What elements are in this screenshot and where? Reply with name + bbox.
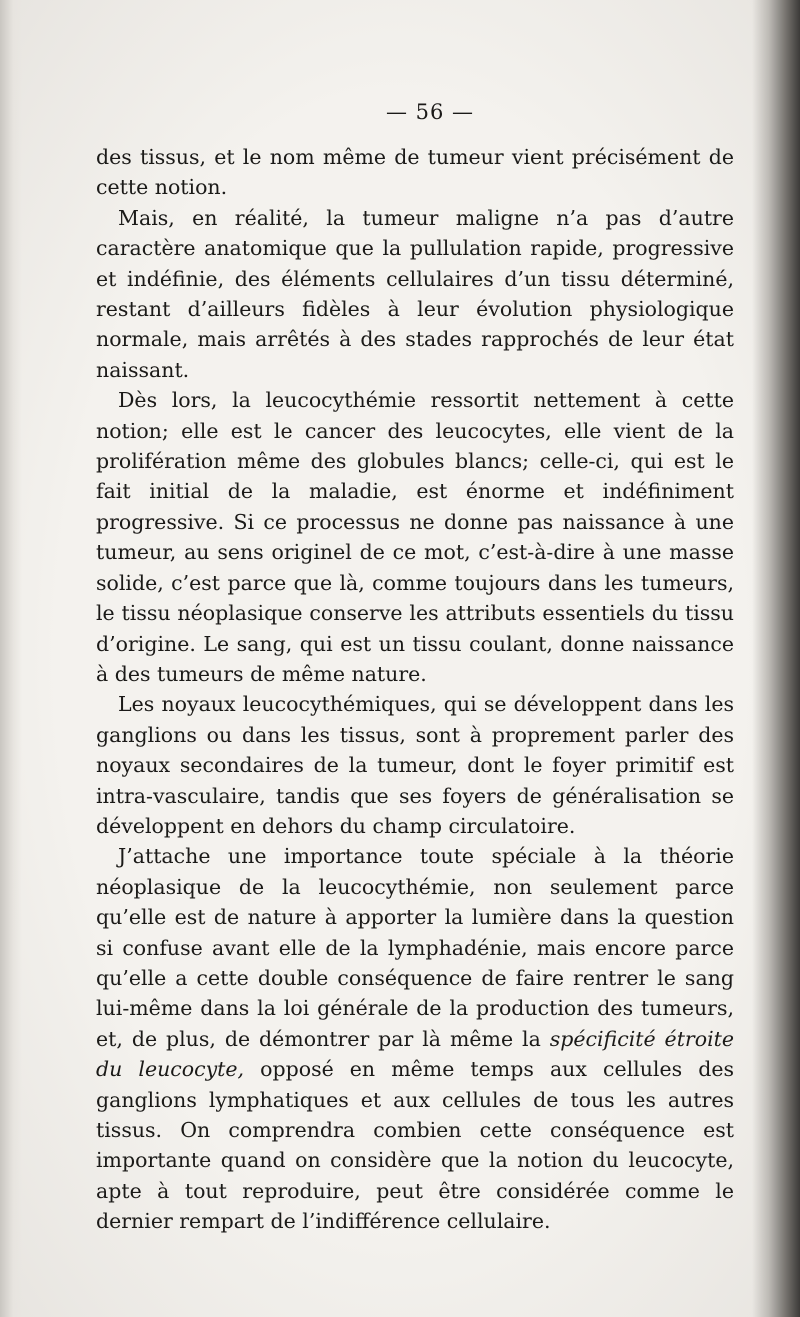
- book-spine-shadow: [752, 0, 800, 1317]
- text-block: [96, 98, 734, 1237]
- paragraph-text: Dès lors, la leucocythémie ressortit nettement à cette notion; elle est le cancer des leucocytes, elle vient de la prolifération même des globules blancs; celle-ci, qui est le fait initial de la maladie, est énorme et indéfiniment progressive. Si ce processus ne donne pas naissance à une tumeur, au sens originel de ce mot, c’est-à-dire à une masse solide, c’est parce que là, comme toujours dans les tumeurs, le tissu néoplasique conserve les attributs essentiels du tissu d’origine. Le sang, qui est un tissu coulant, donne naissance à des tumeurs de même nature.: [96, 388, 734, 686]
- paragraph-text: opposé en même temps aux cellules des ganglions lymphatiques et aux cellules de tous les autres tissus. On comprendra combien cette conséquence est importante quand on considère que la notion du leucocyte, apte à tout reproduire, peut être considérée comme le dernier rempart de l’indifférence cellulaire.: [96, 1057, 734, 1234]
- italic-phrase: spécificité étroite du leucocyte,: [96, 1026, 734, 1082]
- paragraph: [96, 385, 734, 689]
- page-number: — 56 —: [385, 100, 475, 124]
- paragraph: [96, 689, 734, 841]
- page-left-edge-shadow: [0, 0, 22, 1317]
- paragraph: [96, 203, 734, 385]
- paragraph-text: des tissus, et le nom même de tumeur vient précisément de cette notion.: [96, 145, 734, 200]
- paragraph-text: Les noyaux leucocythémiques, qui se développent dans les ganglions ou dans les tissus, sont à proprement parler des noyaux secondaires de la tumeur, dont le foyer primitif est intra-vasculaire, tandis que ses foyers de généralisation se développent en dehors du champ circulatoire.: [96, 692, 734, 838]
- paragraph-text: J’attache une importance toute spéciale à la théorie néoplasique de la leucocythémie, non seulement parce qu’elle est de nature à apporter la lumière dans la question si confuse avant elle de la lymphadénie, mais encore parce qu’elle a cette double conséquence de faire rentrer le sang lui-même dans la loi générale de la production des tumeurs, et, de plus, de démontrer par là même la: [96, 844, 734, 1051]
- paragraph: [96, 142, 734, 203]
- paragraph-text: Mais, en réalité, la tumeur maligne n’a pas d’autre caractère anatomique que la pullulation rapide, progressive et indéfinie, des éléments cellulaires d’un tissu déterminé, restant d’ailleurs fidèles à leur évolution physiologique normale, mais arrêtés à des stades rapprochés de leur état naissant.: [96, 205, 734, 382]
- paragraph: [96, 841, 734, 1236]
